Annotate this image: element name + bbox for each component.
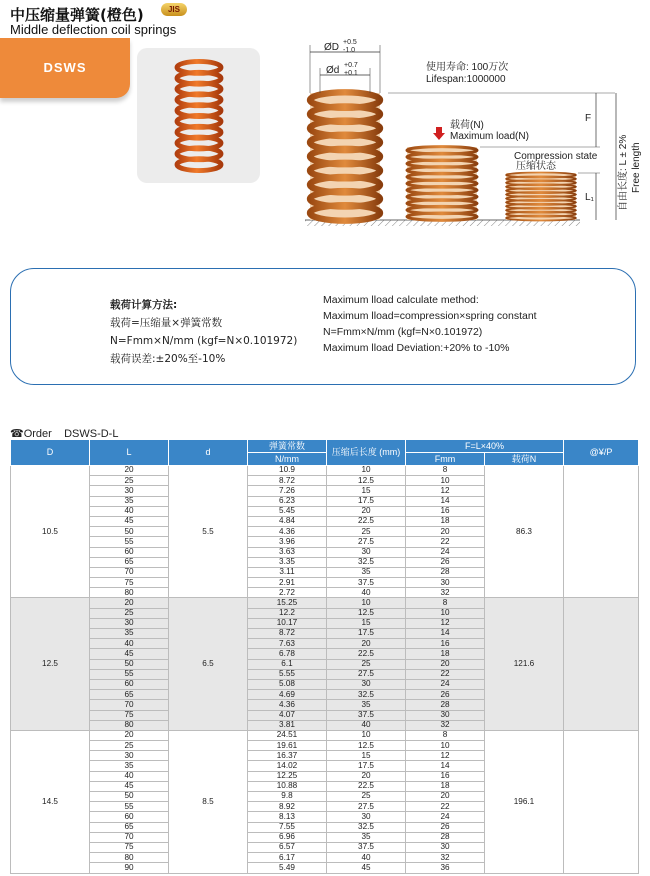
cell-spring-constant: 7.55 [248,822,327,832]
cell-spring-constant: 4.36 [248,700,327,710]
compression-cn: 压缩状态 [516,161,556,172]
cell-L: 30 [90,751,169,761]
cell-compressed-length: 37.5 [327,710,406,720]
cell-compressed-length: 10 [327,598,406,608]
cell-fmm: 18 [406,649,485,659]
lifespan-en: Lifespan:1000000 [426,74,506,85]
cell-fmm: 30 [406,842,485,852]
cell-fmm: 28 [406,700,485,710]
cell-L: 80 [90,720,169,730]
cell-fmm: 10 [406,608,485,618]
cell-L: 75 [90,578,169,588]
cell-D: 14.5 [11,730,90,873]
cell-fmm: 20 [406,659,485,669]
cell-fmm: 22 [406,802,485,812]
formula-cn-line2: N=Fmm×N/mm (kgf=N×0.101972) [110,335,298,347]
cell-load: 196.1 [485,730,564,873]
cell-compressed-length: 37.5 [327,578,406,588]
cell-L: 25 [90,741,169,751]
cell-fmm: 24 [406,812,485,822]
cell-spring-constant: 8.72 [248,476,327,486]
cell-spring-constant: 2.72 [248,588,327,598]
cell-spring-constant: 10.9 [248,466,327,476]
cell-D: 12.5 [11,598,90,730]
spec-table [10,439,639,874]
cell-compressed-length: 30 [327,679,406,689]
cell-compressed-length: 27.5 [327,802,406,812]
header-d: d [169,440,248,466]
cell-spring-constant: 15.25 [248,598,327,608]
svg-text:-1.0: -1.0 [343,47,356,54]
cell-compressed-length: 12.5 [327,608,406,618]
cell-fmm: 24 [406,679,485,689]
compressed-spring [407,147,477,221]
table-row [11,598,639,608]
formula-cn [110,296,297,368]
cell-d: 5.5 [169,466,248,598]
formula-en [323,292,537,356]
load-en: Maximum load(N) [450,131,529,142]
cell-spring-constant: 5.55 [248,669,327,679]
cell-L: 20 [90,598,169,608]
cell-L: 70 [90,832,169,842]
cell-L: 55 [90,537,169,547]
f-label: F [585,113,592,124]
cell-fmm: 26 [406,557,485,567]
cell-compressed-length: 20 [327,639,406,649]
cell-L: 30 [90,618,169,628]
cell-compressed-length: 20 [327,506,406,516]
formula-cn-heading: 载荷计算方法: [110,299,178,311]
cell-fmm: 14 [406,629,485,639]
cell-L: 60 [90,547,169,557]
cell-spring-constant: 6.1 [248,659,327,669]
formula-en-line1: Maximum lload=compression×spring constant [323,310,537,322]
cell-spring-constant: 8.92 [248,802,327,812]
cell-fmm: 32 [406,720,485,730]
cell-price [564,598,639,730]
cell-L: 45 [90,781,169,791]
title-en: Middle deflection coil springs [10,22,177,37]
cell-compressed-length: 15 [327,618,406,628]
cell-L: 40 [90,771,169,781]
cell-L: 75 [90,710,169,720]
cell-spring-constant: 3.11 [248,567,327,577]
cell-fmm: 14 [406,761,485,771]
cell-spring-constant: 5.45 [248,506,327,516]
header-f-group: F=L×40% [406,440,564,453]
header-spring-const: 弹簧常数 [248,440,327,453]
cell-L: 60 [90,812,169,822]
cell-compressed-length: 17.5 [327,761,406,771]
cell-fmm: 26 [406,822,485,832]
cell-spring-constant: 12.25 [248,771,327,781]
cell-L: 35 [90,496,169,506]
cell-L: 50 [90,527,169,537]
spring-diagram [300,35,650,235]
cell-spring-constant: 2.91 [248,578,327,588]
svg-text:+0.5: +0.5 [343,39,357,46]
od-label: ØD [324,42,339,53]
formula-cn-line1: 载荷=压缩量×弹簧常数 [110,317,223,329]
coil-turn [177,159,221,171]
phone-icon: ☎ [10,428,24,440]
cell-L: 50 [90,792,169,802]
cell-L: 55 [90,669,169,679]
cell-fmm: 22 [406,669,485,679]
cell-compressed-length: 35 [327,832,406,842]
cell-L: 30 [90,486,169,496]
cell-spring-constant: 6.17 [248,853,327,863]
free-spring [310,92,380,220]
cell-compressed-length: 35 [327,700,406,710]
cell-spring-constant: 12.2 [248,608,327,618]
svg-text:+0.1: +0.1 [344,70,358,77]
cell-L: 60 [90,679,169,689]
load-cn: 载荷(N) [450,120,484,131]
cell-compressed-length: 17.5 [327,629,406,639]
free-length-en: Free length [631,142,642,193]
cell-load: 86.3 [485,466,564,598]
cell-fmm: 36 [406,863,485,873]
cell-L: 50 [90,659,169,669]
cell-compressed-length: 35 [327,567,406,577]
cell-D: 10.5 [11,466,90,598]
cell-compressed-length: 40 [327,588,406,598]
cell-spring-constant: 10.88 [248,781,327,791]
cell-fmm: 22 [406,537,485,547]
cell-fmm: 32 [406,588,485,598]
cell-compressed-length: 10 [327,730,406,740]
title-cn: 中压缩量弹簧(橙色) [10,6,144,24]
cell-compressed-length: 32.5 [327,557,406,567]
cell-L: 40 [90,639,169,649]
cell-fmm: 14 [406,496,485,506]
cell-spring-constant: 4.69 [248,690,327,700]
cell-fmm: 8 [406,730,485,740]
cell-compressed-length: 30 [327,547,406,557]
cell-spring-constant: 7.63 [248,639,327,649]
order-code: DSWS-D-L [64,428,119,440]
cell-fmm: 10 [406,741,485,751]
cell-spring-constant: 5.49 [248,863,327,873]
cell-compressed-length: 17.5 [327,496,406,506]
cell-fmm: 28 [406,832,485,842]
svg-text:+0.7: +0.7 [344,62,358,69]
cell-compressed-length: 27.5 [327,669,406,679]
header-price: @¥/P [564,440,639,466]
cell-compressed-length: 22.5 [327,781,406,791]
cell-compressed-length: 32.5 [327,822,406,832]
cell-L: 35 [90,629,169,639]
cell-fmm: 18 [406,781,485,791]
cell-L: 65 [90,690,169,700]
cell-d: 6.5 [169,598,248,730]
cell-fmm: 8 [406,598,485,608]
l1-label: L₁ [585,192,594,203]
cell-compressed-length: 22.5 [327,649,406,659]
cell-spring-constant: 5.08 [248,679,327,689]
header-load: 载荷N [485,453,564,466]
cell-compressed-length: 15 [327,751,406,761]
cell-fmm: 16 [406,506,485,516]
cell-fmm: 20 [406,527,485,537]
cell-fmm: 12 [406,751,485,761]
cell-L: 80 [90,853,169,863]
cell-fmm: 12 [406,618,485,628]
cell-L: 35 [90,761,169,771]
cell-compressed-length: 22.5 [327,516,406,526]
cell-L: 20 [90,466,169,476]
cell-spring-constant: 3.63 [248,547,327,557]
cell-L: 45 [90,649,169,659]
cell-fmm: 30 [406,710,485,720]
cell-load: 121.6 [485,598,564,730]
cell-L: 70 [90,700,169,710]
cell-compressed-length: 37.5 [327,842,406,852]
cell-spring-constant: 4.84 [248,516,327,526]
cell-L: 20 [90,730,169,740]
cell-compressed-length: 25 [327,527,406,537]
compression-en: Compression state [514,151,598,162]
cell-d: 8.5 [169,730,248,873]
formula-en-line3: Maximum lload Deviation:+20% to -10% [323,342,510,354]
cell-L: 55 [90,802,169,812]
cell-fmm: 26 [406,690,485,700]
cell-L: 25 [90,476,169,486]
cell-spring-constant: 6.23 [248,496,327,506]
cell-fmm: 16 [406,771,485,781]
cell-compressed-length: 10 [327,466,406,476]
cell-fmm: 30 [406,578,485,588]
cell-L: 25 [90,608,169,618]
formula-en-line2: N=Fmm×N/mm (kgf=N×0.101972) [323,326,483,338]
cell-compressed-length: 25 [327,659,406,669]
header-spring-const-unit: N/mm [248,453,327,466]
series-label: DSWS [43,60,87,75]
compression-state-spring [506,172,576,220]
cell-L: 65 [90,557,169,567]
cell-spring-constant: 24.51 [248,730,327,740]
cell-spring-constant: 6.57 [248,842,327,852]
spring-photo-illustration [137,48,260,183]
cell-fmm: 8 [406,466,485,476]
cell-spring-constant: 4.07 [248,710,327,720]
jis-badge: JIS [161,3,187,16]
cell-fmm: 20 [406,792,485,802]
cell-compressed-length: 27.5 [327,537,406,547]
cell-compressed-length: 25 [327,792,406,802]
cell-spring-constant: 6.78 [248,649,327,659]
cell-spring-constant: 19.61 [248,741,327,751]
cell-L: 70 [90,567,169,577]
free-length-cn: 自由长度: L ± 2% [618,134,629,211]
cell-spring-constant: 8.72 [248,629,327,639]
header-D: D [11,440,90,466]
order-label: Order [23,428,52,440]
cell-compressed-length: 32.5 [327,690,406,700]
cell-spring-constant: 7.26 [248,486,327,496]
cell-compressed-length: 20 [327,771,406,781]
cell-compressed-length: 30 [327,812,406,822]
cell-spring-constant: 16.37 [248,751,327,761]
cell-L: 65 [90,822,169,832]
cell-compressed-length: 40 [327,853,406,863]
cell-spring-constant: 3.35 [248,557,327,567]
cell-fmm: 10 [406,476,485,486]
cell-compressed-length: 12.5 [327,741,406,751]
cell-fmm: 24 [406,547,485,557]
cell-L: 80 [90,588,169,598]
cell-spring-constant: 3.81 [248,720,327,730]
lifespan-cn: 使用寿命: 100万次 [426,62,509,73]
cell-spring-constant: 4.36 [248,527,327,537]
product-photo [137,48,260,183]
cell-L: 40 [90,506,169,516]
cell-spring-constant: 6.96 [248,832,327,842]
table-row [11,730,639,740]
cell-L: 45 [90,516,169,526]
header-fmm: Fmm [406,453,485,466]
cell-fmm: 32 [406,853,485,863]
cell-compressed-length: 40 [327,720,406,730]
cell-fmm: 12 [406,486,485,496]
cell-compressed-length: 15 [327,486,406,496]
cell-compressed-length: 45 [327,863,406,873]
id-label: Ød [326,65,340,76]
formula-cn-line3: 载荷误差:±20%至-10% [110,353,226,365]
cell-L: 75 [90,842,169,852]
header-L: L [90,440,169,466]
cell-spring-constant: 10.17 [248,618,327,628]
load-arrow-icon [433,127,445,140]
cell-compressed-length: 12.5 [327,476,406,486]
cell-spring-constant: 3.96 [248,537,327,547]
cell-L: 90 [90,863,169,873]
cell-spring-constant: 14.02 [248,761,327,771]
header-compressed-length: 压缩后长度 (mm) [327,440,406,466]
cell-price [564,730,639,873]
cell-price [564,466,639,598]
cell-fmm: 28 [406,567,485,577]
cell-fmm: 18 [406,516,485,526]
cell-spring-constant: 9.8 [248,792,327,802]
table-row [11,466,639,476]
formula-en-heading: Maximum lload calculate method: [323,294,479,306]
cell-fmm: 16 [406,639,485,649]
cell-spring-constant: 8.13 [248,812,327,822]
